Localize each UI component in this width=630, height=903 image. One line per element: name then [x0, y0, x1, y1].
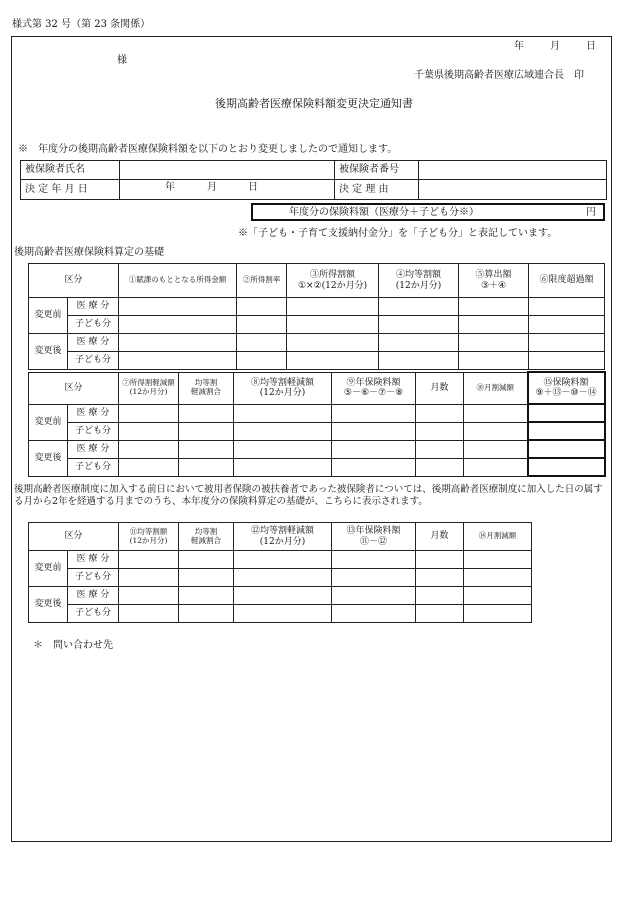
- t1-row-after: 変更後: [29, 334, 68, 370]
- t2-row-before: 変更前: [29, 404, 68, 440]
- document-title: 後期高齢者医療保険料額変更決定通知書: [215, 97, 413, 110]
- t1-header-category: 区分: [29, 264, 119, 298]
- t3-header-equal-reduction: ⑫均等割軽減額 (12か月分): [234, 523, 332, 551]
- t1-header-excess: ⑥限度超過額: [529, 264, 605, 298]
- decision-date-label: 決 定 年 月 日: [21, 180, 120, 200]
- t2-row-child: 子ども分: [68, 458, 119, 476]
- t3-row-before: 変更前: [29, 551, 68, 587]
- t1-row-child: 子ども分: [68, 316, 119, 334]
- t2-header-premium-amount: ⑮保険料額 ⑨＋⑬－⑩－⑭: [528, 372, 605, 404]
- contact-label: ＊ 問い合わせ先: [33, 640, 113, 651]
- t3-header-annual-premium: ⑬年保険料額 ⑪－⑫: [332, 523, 416, 551]
- t1-header-income: ①賦課のもととなる所得金額: [119, 264, 237, 298]
- t2-row-child: 子ども分: [68, 422, 119, 440]
- decision-reason-value: [419, 180, 607, 200]
- insured-number-label: 被保険者番号: [335, 161, 419, 180]
- decision-month-label: 月: [207, 181, 217, 193]
- t3-row-child: 子ども分: [68, 605, 119, 623]
- t3-header-equal-ratio: 均等割 軽減割合: [179, 523, 234, 551]
- t2-header-annual-premium: ⑨年保険料額 ⑤－⑥－⑦－⑧: [332, 372, 416, 404]
- t1-header-income-rate: ②所得割率: [237, 264, 287, 298]
- t1-header-calculated: ⑤算出額 ③＋④: [459, 264, 529, 298]
- t2-header-months: 月数: [416, 372, 464, 404]
- insured-name-label: 被保険者氏名: [21, 161, 120, 180]
- decision-reason-label: 決 定 理 由: [335, 180, 419, 200]
- t1-row-before: 変更前: [29, 298, 68, 334]
- t3-header-monthly-reduction: ⑭月割減額: [464, 523, 532, 551]
- t3-header-months: 月数: [416, 523, 464, 551]
- t3-header-category: 区分: [29, 523, 119, 551]
- insured-number-value: [419, 161, 607, 180]
- t3-row-medical: 医 療 分: [68, 587, 119, 605]
- decision-date-value: [120, 180, 335, 200]
- date-day-label: 日: [586, 41, 596, 52]
- t2-row-after: 変更後: [29, 440, 68, 476]
- t2-header-monthly-reduction: ⑩月割減額: [464, 372, 528, 404]
- t2-header-equal-reduction: ⑧均等割軽減額 (12か月分): [234, 372, 332, 404]
- t2-header-category: 区分: [29, 372, 119, 404]
- calc-basis-table-1: [28, 263, 605, 370]
- t1-row-child: 子ども分: [68, 352, 119, 370]
- honorific: 様: [117, 55, 127, 66]
- total-premium-unit: 円: [586, 207, 596, 218]
- t1-header-income-levy: ③所得割額 ①×②(12か月分): [287, 264, 379, 298]
- issuer: 千葉県後期高齢者医療広域連合長 印: [414, 70, 584, 81]
- insured-info-table: [20, 160, 607, 200]
- section-title: 後期高齢者医療保険料算定の基礎: [14, 247, 164, 258]
- footnote: ※「子ども・子育て支援納付金分」を「子ども分」と表記しています。: [238, 228, 558, 239]
- t2-row-medical: 医 療 分: [68, 404, 119, 422]
- t1-row-medical: 医 療 分: [68, 298, 119, 316]
- t3-row-medical: 医 療 分: [68, 551, 119, 569]
- calc-basis-table-2: [28, 371, 606, 477]
- decision-year-label: 年: [165, 181, 175, 193]
- calc-basis-table-3: [28, 522, 532, 623]
- t3-row-child: 子ども分: [68, 569, 119, 587]
- dependent-note: 後期高齢者医療制度に加入する前日において被用者保険の被扶養者であった被保険者については、後期高齢者医療制度に加入した日の属する月から2年を経過する月までのうち、本年度分の保険料算定の基礎が、こちらに表示されます。: [14, 484, 603, 508]
- t3-row-after: 変更後: [29, 587, 68, 623]
- date-year-label: 年: [514, 41, 524, 52]
- date-month-label: 月: [550, 41, 560, 52]
- form-number: 様式第 32 号（第 23 条関係）: [12, 19, 151, 30]
- t2-header-income-reduction: ⑦所得割軽減額 (12か月分): [119, 372, 179, 404]
- insured-name-value: [120, 161, 335, 180]
- decision-day-label: 日: [248, 181, 258, 193]
- notice-text: ※ 年度分の後期高齢者医療保険料額を以下のとおり変更しましたので通知します。: [18, 144, 398, 155]
- t3-header-equal-levy: ⑪均等割額 (12か月分): [119, 523, 179, 551]
- t1-header-equal-levy: ④均等割額 (12か月分): [379, 264, 459, 298]
- t2-header-equal-ratio: 均等割 軽減割合: [179, 372, 234, 404]
- t2-row-medical: 医 療 分: [68, 440, 119, 458]
- t1-row-medical: 医 療 分: [68, 334, 119, 352]
- total-premium-box: [251, 203, 605, 221]
- total-premium-label: 年度分の保険料額（医療分＋子ども分※）: [289, 207, 479, 218]
